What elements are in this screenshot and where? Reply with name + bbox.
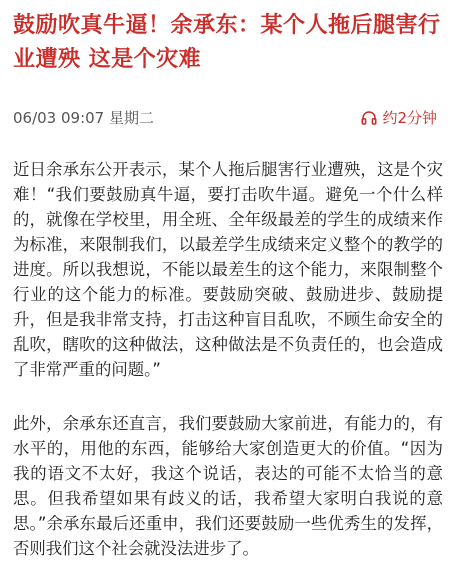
listen-button[interactable]	[360, 106, 437, 130]
article-title: 鼓励吹真牛逼！余承东：某个人拖后腿害行业遭殃 这是个灾难	[13, 13, 441, 72]
article-paragraph-2: 此外，余承东还直言，我们要鼓励大家前进，有能力的，有水平的，用他的东西，能够给大家创造更大的价值。“因为我的语文不太好，我这个说话，表达的可能不太恰当的意思。但我希望如果有歧义的话，我希望大家明白我说的意思。”余承东最后还重申，我们还要鼓励一些优秀生的发挥，否则我们这个社会就没法进步了。	[13, 414, 443, 558]
article-meta	[13, 106, 437, 130]
article-paragraph-1: 近日余承东公开表示，某个人拖后腿害行业遭殃，这是个灾难！“我们要鼓励真牛逼，要打击吹牛逼。避免一个什么样的，就像在学校里，用全班、全年级最差的学生的成绩来作为标准，来限制我们，以最差学生成绩来定义整个的教学的进度。所以我想说，不能以最差生的这个能力，来限制整个行业的这个能力的标准。要鼓励突破、鼓励进步、鼓励提升，但是我非常支持，打击这种盲目乱吹，不顾生命安全的乱吹，瞎吹的这种做法，这种做法是不负责任的，也会造成了非常严重的问题。”	[13, 160, 443, 379]
publish-date: 06/03 09:07 星期二	[13, 109, 154, 127]
listen-duration: 约2分钟	[382, 109, 437, 127]
headphone-icon	[360, 109, 378, 127]
